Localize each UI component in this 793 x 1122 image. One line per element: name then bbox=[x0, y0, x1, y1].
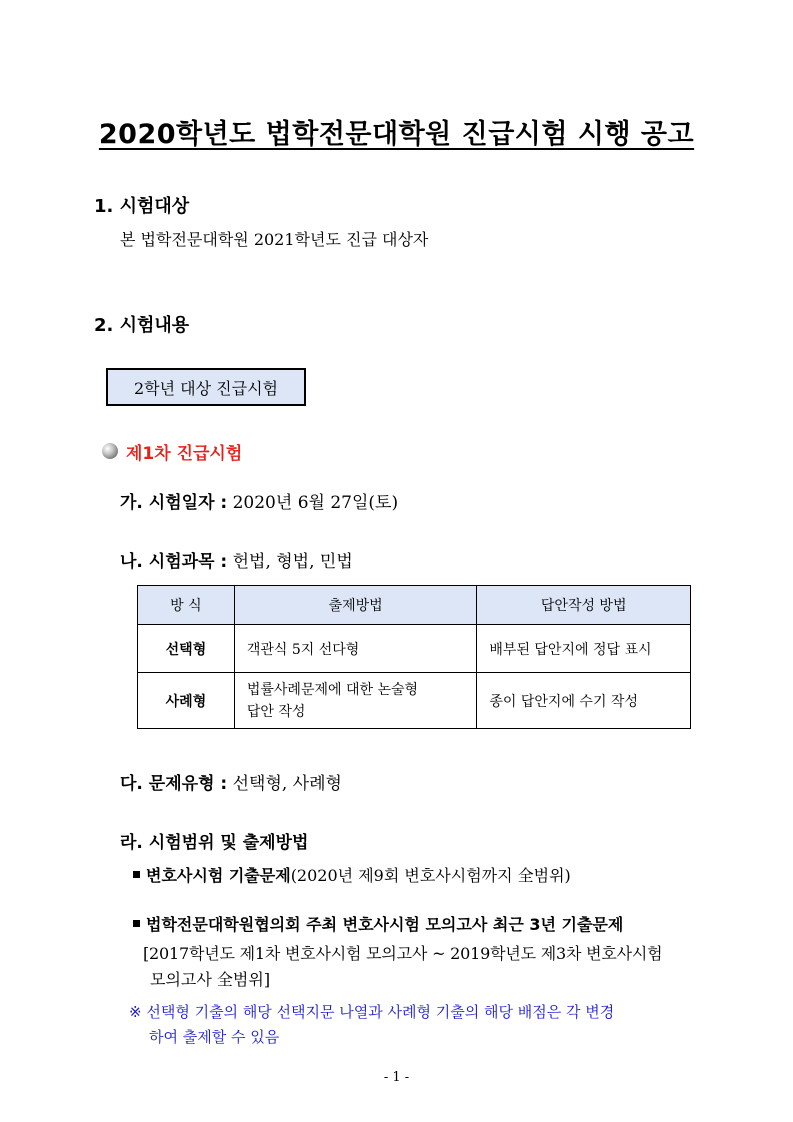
section1-text: 본 법학전문대학원 2021학년도 진급 대상자 bbox=[120, 230, 429, 249]
exam-date-label: 가. 시험일자 : bbox=[120, 493, 228, 513]
table-header-cell: 출제방법 bbox=[234, 586, 477, 625]
question-type-value: 선택형, 사례형 bbox=[232, 774, 342, 794]
table-cell-line: 답안 작성 bbox=[246, 703, 306, 720]
scope-heading bbox=[120, 828, 308, 853]
table-cell: 객관식 5지 선다형 bbox=[234, 625, 477, 673]
table-header-cell: 방 식 bbox=[138, 586, 235, 625]
square-bullet-icon bbox=[133, 871, 140, 878]
scope-label: 라. 시험범위 및 출제방법 bbox=[120, 833, 309, 853]
section2-heading: 2. 시험내용 bbox=[94, 315, 190, 336]
section1-heading: 1. 시험대상 bbox=[94, 196, 190, 217]
scope-item-1-rest: (2020년 제9회 변호사시험까지 全범위) bbox=[290, 866, 571, 885]
square-bullet-icon bbox=[133, 920, 140, 927]
scope-item-2-range-line2: 모의고사 全범위] bbox=[150, 970, 271, 989]
exam-subjects-label: 나. 시험과목 : bbox=[120, 552, 228, 572]
note-line-2: 하여 출제할 수 있음 bbox=[149, 1028, 280, 1046]
question-type-label: 다. 문제유형 : bbox=[120, 774, 228, 794]
page-title: 2020학년도 법학전문대학원 진급시험 시행 공고 bbox=[98, 119, 695, 150]
note-line-1: ※ 선택형 기출의 해당 선택지문 나열과 사례형 기출의 해당 배점은 각 변경 bbox=[129, 1003, 615, 1021]
method-table bbox=[137, 585, 691, 729]
exam-subjects-value: 헌법, 형법, 민법 bbox=[232, 552, 353, 572]
scope-item-2-bold: 법학전문대학원협의회 주최 변호사시험 모의고사 최근 3년 기출문제 bbox=[146, 915, 624, 934]
exam-subjects-line bbox=[120, 547, 353, 572]
page-number: - 1 - bbox=[383, 1070, 410, 1085]
question-type-line bbox=[120, 769, 342, 794]
scope-item-2-range-line1: [2017학년도 제1차 변호사시험 모의고사 ~ 2019학년도 제3차 변호사시험 bbox=[143, 944, 663, 963]
exam-date-value: 2020년 6월 27일(토) bbox=[232, 493, 399, 513]
scope-item-1-bold: 변호사시험 기출문제 bbox=[146, 866, 291, 885]
sphere-bullet-icon bbox=[102, 443, 118, 459]
table-cell: 사례형 bbox=[138, 673, 235, 729]
table-cell-line: 법률사례문제에 대한 논술형 bbox=[246, 681, 419, 698]
table-cell: 종이 답안지에 수기 작성 bbox=[477, 673, 691, 729]
table-cell: 선택형 bbox=[138, 625, 235, 673]
table-cell bbox=[234, 673, 477, 729]
table-cell: 배부된 답안지에 정답 표시 bbox=[477, 625, 691, 673]
target-box: 2학년 대상 진급시험 bbox=[106, 368, 306, 406]
round-heading: 제1차 진급시험 bbox=[126, 444, 243, 464]
scope-item-1 bbox=[133, 863, 571, 886]
scope-item-2 bbox=[133, 912, 623, 935]
table-header-row bbox=[138, 586, 691, 625]
table-row bbox=[138, 625, 691, 673]
exam-date-line bbox=[120, 488, 398, 513]
table-header-cell: 답안작성 방법 bbox=[477, 586, 691, 625]
table-row bbox=[138, 673, 691, 729]
